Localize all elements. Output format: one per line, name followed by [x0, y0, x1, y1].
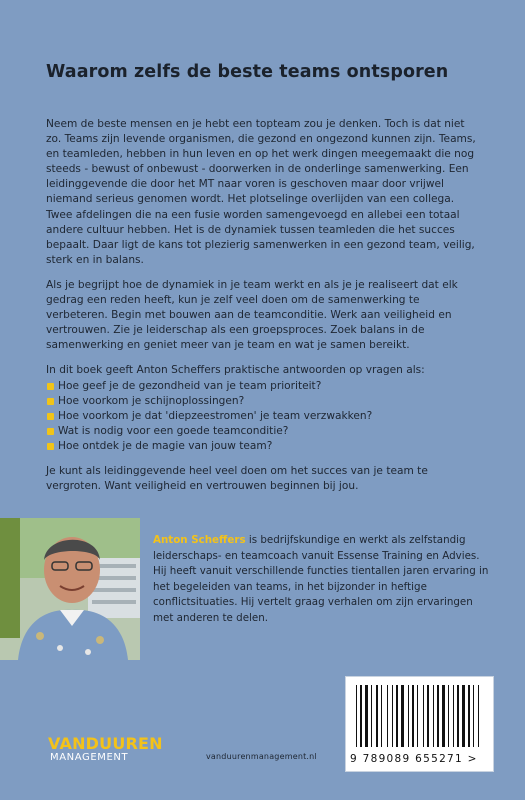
barcode-bar: [381, 685, 382, 747]
barcode-bar: [478, 685, 479, 747]
barcode-bar: [468, 685, 470, 747]
barcode-bar: [365, 685, 368, 747]
list-item: Hoe voorkom je dat 'diepzeestromen' je team verzwakken?: [46, 409, 482, 424]
back-cover-text: [46, 117, 482, 504]
barcode-bar: [360, 685, 362, 747]
list-item: Wat is nodig voor een goede teamconditie?: [46, 424, 482, 439]
barcode: [345, 676, 494, 772]
barcode-bar: [473, 685, 474, 747]
bullet-square-icon: [47, 413, 54, 420]
author-bio-text: is bedrijfskundige en werkt als zelfstandig leiderschaps- en teamcoach vanuit Essense Training en Advies. Hij heeft vanuit verschillende functies tientallen jaren ervaring in het begeleiden van teams, in het bijzonder in heftige conflictsituaties. Hij vertelt graag verhalen om zijn ervaringen met anderen te delen.: [153, 534, 489, 624]
barcode-bar: [376, 685, 378, 747]
barcode-bar: [387, 685, 388, 747]
publisher-logo: [48, 735, 178, 765]
barcode-bar: [423, 685, 424, 747]
barcode-bar: [453, 685, 454, 747]
author-bio: [153, 533, 489, 626]
list-item: Hoe ontdek je de magie van jouw team?: [46, 439, 482, 454]
author-name: Anton Scheffers: [153, 534, 246, 546]
intro-paragraph: Neem de beste mensen en je hebt een topteam zou je denken. Toch is dat niet zo. Teams zijn levende organismen, die gezond en ongezond kunnen zijn. Teams, en teamleden, hebben in hun leven en op het werk dingen meegemaakt die nog steeds - bewust of onbewust - doorwerken in de onderlinge samenwerking. Een leidinggevende die door het MT naar voren is geschoven maar door vrijwel niemand serieus genomen wordt. Het plotselinge overlijden van een collega. Twee afdelingen die na een fusie worden samengevoegd en allebei een totaal andere cultuur hebben. Het is de dynamiek tussen teamleden die het succes bepaalt. Daar ligt de kans tot plezierig samenwerken in een gezond team, veilig, sterk en in balans.: [46, 118, 476, 266]
bullet-square-icon: [47, 443, 54, 450]
barcode-bar: [396, 685, 398, 747]
isbn-number: 9 789089 655271 >: [350, 753, 478, 765]
second-paragraph: Als je begrijpt hoe de dynamiek in je team werkt en als je je realiseert dat elk gedrag een reden heeft, kun je zelf veel doen om de samenwerking te verbeteren. Begin met bouwen aan de teamconditie. Werk aan veiligheid en vertrouwen. Zie je leiderschap als een groepsproces. Zoek balans in de samenwerking en geniet meer van je team en wat je samen bereikt.: [46, 278, 458, 352]
bullet-square-icon: [47, 398, 54, 405]
barcode-bar: [442, 685, 445, 747]
barcode-bar: [417, 685, 418, 747]
barcode-bar: [427, 685, 429, 747]
questions-lead: In dit boek geeft Anton Scheffers praktische antwoorden op vragen als:: [46, 364, 425, 377]
barcode-bar: [356, 685, 357, 747]
list-item: Hoe voorkom je schijnoplossingen?: [46, 394, 482, 409]
barcode-bar: [448, 685, 449, 747]
barcode-bars: [346, 677, 493, 749]
barcode-bar: [392, 685, 393, 747]
barcode-bar: [412, 685, 414, 747]
barcode-bar: [462, 685, 465, 747]
barcode-bar: [457, 685, 459, 747]
publisher-website: vanduurenmanagement.nl: [206, 752, 317, 761]
closing-paragraph: Je kunt als leidinggevende heel veel doen om het succes van je team te vergroten. Want veiligheid en vertrouwen beginnen bij jou.: [46, 464, 428, 493]
author-photo: [0, 518, 140, 660]
barcode-bar: [437, 685, 439, 747]
barcode-bar: [433, 685, 434, 747]
barcode-bar: [408, 685, 409, 747]
barcode-bar: [371, 685, 372, 747]
barcode-bar: [401, 685, 404, 747]
question-list: [46, 379, 482, 454]
bullet-square-icon: [47, 428, 54, 435]
publisher-logo-name: VANDUUREN: [48, 734, 163, 753]
publisher-logo-imprint: MANAGEMENT: [50, 752, 129, 763]
book-title: Waarom zelfs de beste teams ontsporen: [46, 62, 449, 82]
list-item: Hoe geef je de gezondheid van je team prioriteit?: [46, 379, 482, 394]
bullet-square-icon: [47, 383, 54, 390]
